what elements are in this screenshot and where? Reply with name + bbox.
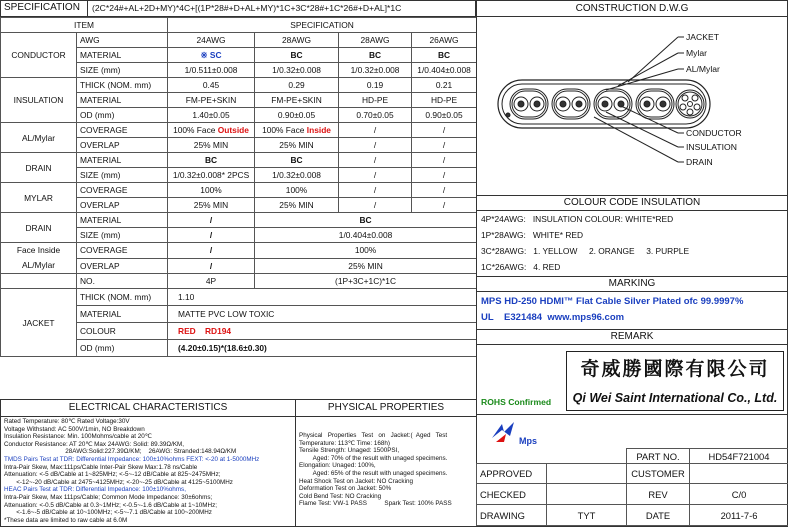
item-header: ITEM: [1, 18, 168, 33]
customer-label: CUSTOMER: [627, 464, 690, 484]
electrical-body: [4, 418, 259, 524]
jacket-label: JACKET: [1, 289, 77, 357]
spec-header: SPECIFICATION: [168, 18, 477, 33]
physical-line: Aged: 70% of the result with unaged specimens.: [299, 454, 448, 462]
colour-code-title: COLOUR CODE INSULATION: [563, 197, 701, 208]
marking-line-2: UL E321484 www.mps96.com: [481, 312, 625, 323]
awg-4: 26AWG: [412, 33, 477, 48]
size-2: 1/0.32±0.008: [255, 63, 339, 78]
jacket-od-label: OD (mm): [77, 340, 168, 357]
slash-cell: /: [339, 183, 412, 198]
slash-cell: /: [412, 153, 477, 168]
material-1: ※ SC: [168, 48, 255, 63]
awg-label: AWG: [77, 33, 168, 48]
drain-material-2: BC: [255, 153, 339, 168]
physical-line: Temperature: 113℃ Time: 168h): [299, 439, 390, 447]
jacket-colour: RED RD194: [168, 323, 477, 340]
electrical-line: Attenuation: <-5 dB/Cable at 1~825MHz; <-5~-12 dB/Cable at 825~2475MHz;: [4, 471, 221, 479]
mylar-overlap-label: OVERLAP: [77, 198, 168, 213]
overlap-1: 25% MIN: [168, 138, 255, 153]
od-4: 0.90±0.05: [412, 108, 477, 123]
coverage-outside: 100% Face Outside: [168, 123, 255, 138]
fi-coverage-label: COVERAGE: [77, 243, 168, 259]
jacket-thick-label: THICK (NOM. mm): [77, 289, 168, 306]
jacket-material-label: MATERIAL: [77, 306, 168, 323]
physical-title: PHYSICAL PROPERTIES: [327, 402, 445, 413]
electrical-line: TMDS Pairs Test at TDR: Differential Impedance: 100±10%ohms FEXT: <-20 at 1-5000MHz: [4, 455, 260, 463]
jacket-colour-label: COLOUR: [77, 323, 168, 340]
electrical-line: Intra-Pair Skew, Max:111ps/Cable Inter-Pair Skew Max:1.78 ns/Cable: [4, 463, 198, 471]
label-conductor: CONDUCTOR: [686, 128, 742, 138]
material-2: BC: [255, 48, 339, 63]
ins-material-4: HD-PE: [412, 93, 477, 108]
jacket-thick: 1.10: [168, 289, 477, 306]
slash-cell: /: [339, 168, 412, 183]
physical-body: [299, 432, 452, 508]
fi-overlap: 25% MIN: [255, 258, 477, 274]
drain-material-label: MATERIAL: [77, 153, 168, 168]
cable-cross-section-drawing: [478, 20, 784, 192]
no-label: NO.: [77, 274, 168, 289]
rohs-confirmed: ROHS Confirmed: [481, 397, 552, 407]
checked-value: [547, 484, 627, 505]
thick-3: 0.19: [339, 78, 412, 93]
thick-1: 0.45: [168, 78, 255, 93]
material-3: BC: [339, 48, 412, 63]
drawing-label: DRAWING: [477, 505, 547, 526]
size-label: SIZE (mm): [77, 63, 168, 78]
drain2-material-label: MATERIAL: [77, 213, 168, 228]
electrical-line: <-1.6~-5 dB/Cable at 10~100MHz; <-5~-7.1 dB/Cable at 100~200MHz: [4, 509, 212, 517]
slash-cell: /: [168, 258, 255, 274]
electrical-line: Rated Temperature: 80℃ Rated Voltage:30V: [4, 418, 130, 425]
label-insulation: INSULATION: [686, 142, 737, 152]
od-3: 0.70±0.05: [339, 108, 412, 123]
electrical-line: *These data are limited to raw cable at 6.0M: [4, 516, 128, 524]
slash-cell: /: [412, 168, 477, 183]
electrical-line: Conductor Resistance: AT 20℃ Max 24AWG: Solid: 89.39Ω/KM,: [4, 440, 185, 448]
electrical-line: <-12~-20 dB/Cable at 2475~4125MHz; <-20~-25 dB/Cable at 4125~5100MHz: [4, 478, 233, 486]
mylar-coverage-1: 100%: [168, 183, 255, 198]
size-4: 1/0.404±0.008: [412, 63, 477, 78]
label-drain: DRAIN: [686, 157, 713, 167]
overlap-label: OVERLAP: [77, 138, 168, 153]
overlap-2: 25% MIN: [255, 138, 339, 153]
marking-title: MARKING: [608, 278, 656, 289]
slash-cell: /: [339, 198, 412, 213]
ins-material-2: FM-PE+SKIN: [255, 93, 339, 108]
drain-size-label: SIZE (mm): [77, 168, 168, 183]
marking-line-1: MPS HD-250 HDMI™ Flat Cable Silver Plated ofc 99.9997%: [481, 296, 744, 307]
logo-text: Mps: [519, 436, 537, 446]
drain-size-2: 1/0.32±0.008: [255, 168, 339, 183]
spec-title: SPECIFICATION: [4, 2, 80, 13]
rev-value: C/0: [690, 484, 788, 505]
fi-overlap-label: OVERLAP: [77, 258, 168, 274]
colour-line-1: 4P*24AWG: INSULATION COLOUR: WHITE*RED: [481, 214, 674, 224]
size-1: 1/0.511±0.008: [168, 63, 255, 78]
drain-size-1: 1/0.32±0.008* 2PCS: [168, 168, 255, 183]
drain2-label: DRAIN: [1, 213, 77, 243]
thick-2: 0.29: [255, 78, 339, 93]
electrical-title: ELECTRICAL CHARACTERISTICS: [68, 402, 228, 413]
date-label: DATE: [627, 505, 690, 526]
slash-cell: /: [412, 198, 477, 213]
physical-line: Physical Properties Test on Jacket:( Aged Test: [299, 432, 448, 439]
fi-coverage: 100%: [255, 243, 477, 259]
electrical-line: Intra-Pair Skew, Max 111ps/Cable; Common Mode Impedance: 30±6ohms;: [4, 493, 213, 501]
physical-line: Flame Test: VW-1 PASS Spark Test: 100% PASS: [299, 500, 452, 508]
jacket-material: MATTE PVC LOW TOXIC: [168, 306, 477, 323]
drain2-material: BC: [255, 213, 477, 228]
physical-line: Tensile Strength: Unaged: 1500PSI,: [299, 447, 400, 455]
mylar-coverage-2: 100%: [255, 183, 339, 198]
divider: [87, 0, 88, 17]
size-3: 1/0.32±0.008: [339, 63, 412, 78]
slash-cell: /: [412, 138, 477, 153]
spec-table: [0, 17, 477, 357]
drain-label: DRAIN: [1, 153, 77, 183]
slash-cell: /: [412, 123, 477, 138]
drain2-size: 1/0.404±0.008: [255, 228, 477, 243]
no-1: 4P: [168, 274, 255, 289]
physical-line: Aged: 65% of the result with unaged specimens.: [299, 469, 448, 477]
od-2: 0.90±0.05: [255, 108, 339, 123]
slash-cell: /: [168, 228, 255, 243]
company-name-cn: 奇威勝國際有限公司: [580, 358, 770, 380]
od-label: OD (mm): [77, 108, 168, 123]
conductor-label: CONDUCTOR: [1, 33, 77, 78]
electrical-line: Voltage Withstand: AC 500V/1min, NO Breakdown: [4, 425, 145, 433]
label-al-mylar: AL/Mylar: [686, 64, 720, 74]
mylar-coverage-label: COVERAGE: [77, 183, 168, 198]
part-no: HD54F721004: [690, 449, 788, 464]
ins-material-3: HD-PE: [339, 93, 412, 108]
construction-title: CONSTRUCTION D.W.G: [575, 3, 689, 14]
checked-label: CHECKED: [477, 484, 547, 505]
electrical-line: 28AWG:Solid:227.39Ω/KM; 26AWG: Stranded:148.94Ω/KM: [4, 448, 237, 456]
colour-line-2: 1P*28AWG: WHITE* RED: [481, 230, 584, 240]
drawn-by: TYT: [547, 505, 627, 526]
empty-cell: [1, 274, 77, 289]
mylar-overlap-1: 25% MIN: [168, 198, 255, 213]
physical-line: Cold Bend Test: NO Cracking: [299, 492, 382, 500]
electrical-line: Attenuation: <-0.5 dB/Cable at 0.3~1MHz; <-0.5~-1.6 dB/Cable at 1~10MHz;: [4, 501, 217, 509]
awg-3: 28AWG: [339, 33, 412, 48]
awg-2: 28AWG: [255, 33, 339, 48]
thick-4: 0.21: [412, 78, 477, 93]
insulation-label: INSULATION: [1, 78, 77, 123]
awg-1: 24AWG: [168, 33, 255, 48]
slash-cell: /: [168, 213, 255, 228]
coverage-inside: 100% Face Inside: [255, 123, 339, 138]
electrical-line: HEAC Pairs Test at TDR: Differential Impedance: 100±10%ohms,: [4, 486, 186, 494]
coverage-label: COVERAGE: [77, 123, 168, 138]
ins-material-1: FM-PE+SKIN: [168, 93, 255, 108]
empty-cell: [477, 449, 627, 464]
mylar-label: MYLAR: [1, 183, 77, 213]
electrical-line: Insulation Resistance: Min. 100Mohms/cable at 20℃: [4, 433, 152, 441]
material-4: BC: [412, 48, 477, 63]
remark-title: REMARK: [610, 331, 654, 342]
mylar-overlap-2: 25% MIN: [255, 198, 339, 213]
physical-line: Deformation Test on Jacket: 50%: [299, 485, 392, 493]
slash-cell: /: [339, 153, 412, 168]
date-value: 2011-7-6: [690, 505, 788, 526]
drain2-size-label: SIZE (mm): [77, 228, 168, 243]
slash-cell: /: [339, 123, 412, 138]
thick-label: THICK (NOM. mm): [77, 78, 168, 93]
jacket-od: (4.20±0.15)*(18.6±0.30): [168, 340, 477, 357]
approved-value: [547, 464, 627, 484]
face-inside-label: Face Inside AL/Mylar: [1, 243, 77, 274]
al-mylar-label: AL/Mylar: [1, 123, 77, 153]
rev-label: REV: [627, 484, 690, 505]
no-2: (1P+3C+1C)*1C: [255, 274, 477, 289]
company-name-en: Qi Wei Saint International Co., Ltd.: [572, 391, 778, 405]
slash-cell: /: [412, 183, 477, 198]
colour-line-3: 3C*28AWG: 1. YELLOW 2. ORANGE 3. PURPLE: [481, 246, 690, 256]
od-1: 1.40±0.05: [168, 108, 255, 123]
physical-line: Heat Shock Test on Jacket: NO Cracking: [299, 477, 413, 485]
label-jacket: JACKET: [686, 32, 719, 42]
material-label: MATERIAL: [77, 48, 168, 63]
label-mylar: Mylar: [686, 48, 708, 58]
approved-label: APPROVED: [477, 464, 547, 484]
slash-cell: /: [339, 138, 412, 153]
physical-line: Elongation: Unaged: 100%,: [299, 462, 376, 470]
drain-material-1: BC: [168, 153, 255, 168]
ins-material-label: MATERIAL: [77, 93, 168, 108]
customer-value: [690, 464, 788, 484]
spec-formula: (2C*24#+AL+2D+MY)*4C+[(1P*28#+D+AL+MY)*1C+3C*28#+1C*26#+D+AL]*1C: [92, 3, 402, 13]
slash-cell: /: [168, 243, 255, 259]
colour-line-4: 1C*26AWG: 4. RED: [481, 262, 561, 272]
part-no-label: PART NO.: [627, 449, 690, 464]
title-block-table: [476, 448, 788, 526]
